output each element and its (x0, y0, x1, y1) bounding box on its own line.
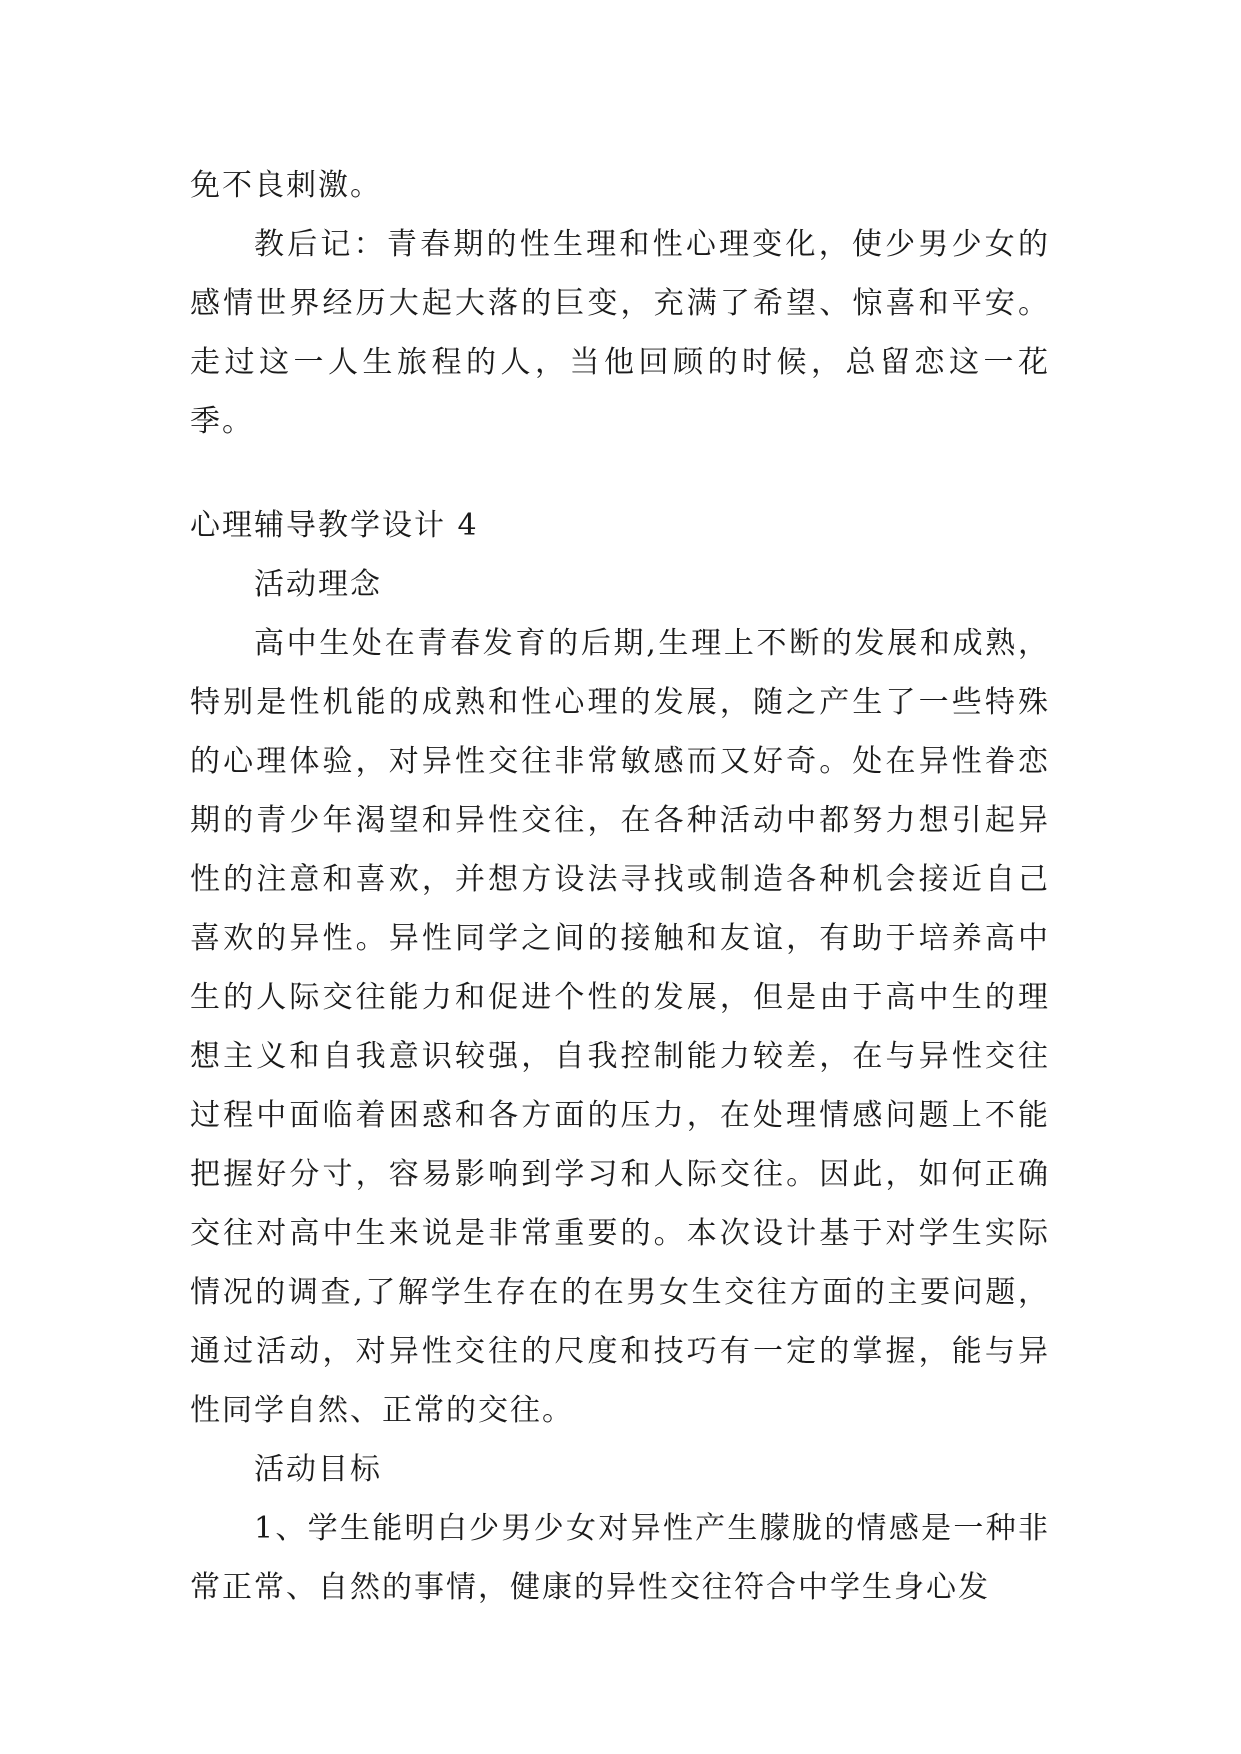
paragraph-continuation: 免不良刺激。 (190, 168, 382, 203)
section-title: 心理辅导教学设计 4 (190, 508, 479, 543)
document-body (190, 156, 1050, 1617)
heading-activity-concept: 活动理念 (254, 567, 382, 602)
paragraph-postscript: 教后记：青春期的性生理和性心理变化，使少男少女的感情世界经历大起大落的巨变，充满了希望、惊喜和平安。走过这一人生旅程的人，当他回顾的时候，总留恋这一花季。 (190, 227, 1050, 439)
paragraph-goal-1: 1、学生能明白少男少女对异性产生朦胧的情感是一种非常正常、自然的事情，健康的异性交往符合中学生身心发 (190, 1511, 1050, 1605)
paragraph-activity-concept: 高中生处在青春发育的后期,生理上不断的发展和成熟，特别是性机能的成熟和性心理的发展，随之产生了一些特殊的心理体验，对异性交往非常敏感而又好奇。处在异性眷恋期的青少年渴望和异性交往，在各种活动中都努力想引起异性的注意和喜欢，并想方设法寻找或制造各种机会接近自己喜欢的异性。异性同学之间的接触和友谊，有助于培养高中生的人际交往能力和促进个性的发展，但是由于高中生的理想主义和自我意识较强，自我控制能力较差，在与异性交往过程中面临着困惑和各方面的压力，在处理情感问题上不能把握好分寸，容易影响到学习和人际交往。因此，如何正确交往对高中生来说是非常重要的。本次设计基于对学生实际情况的调查,了解学生存在的在男女生交往方面的主要问题，通过活动，对异性交往的尺度和技巧有一定的掌握，能与异性同学自然、正常的交往。 (190, 626, 1050, 1428)
heading-activity-goals: 活动目标 (254, 1452, 382, 1487)
